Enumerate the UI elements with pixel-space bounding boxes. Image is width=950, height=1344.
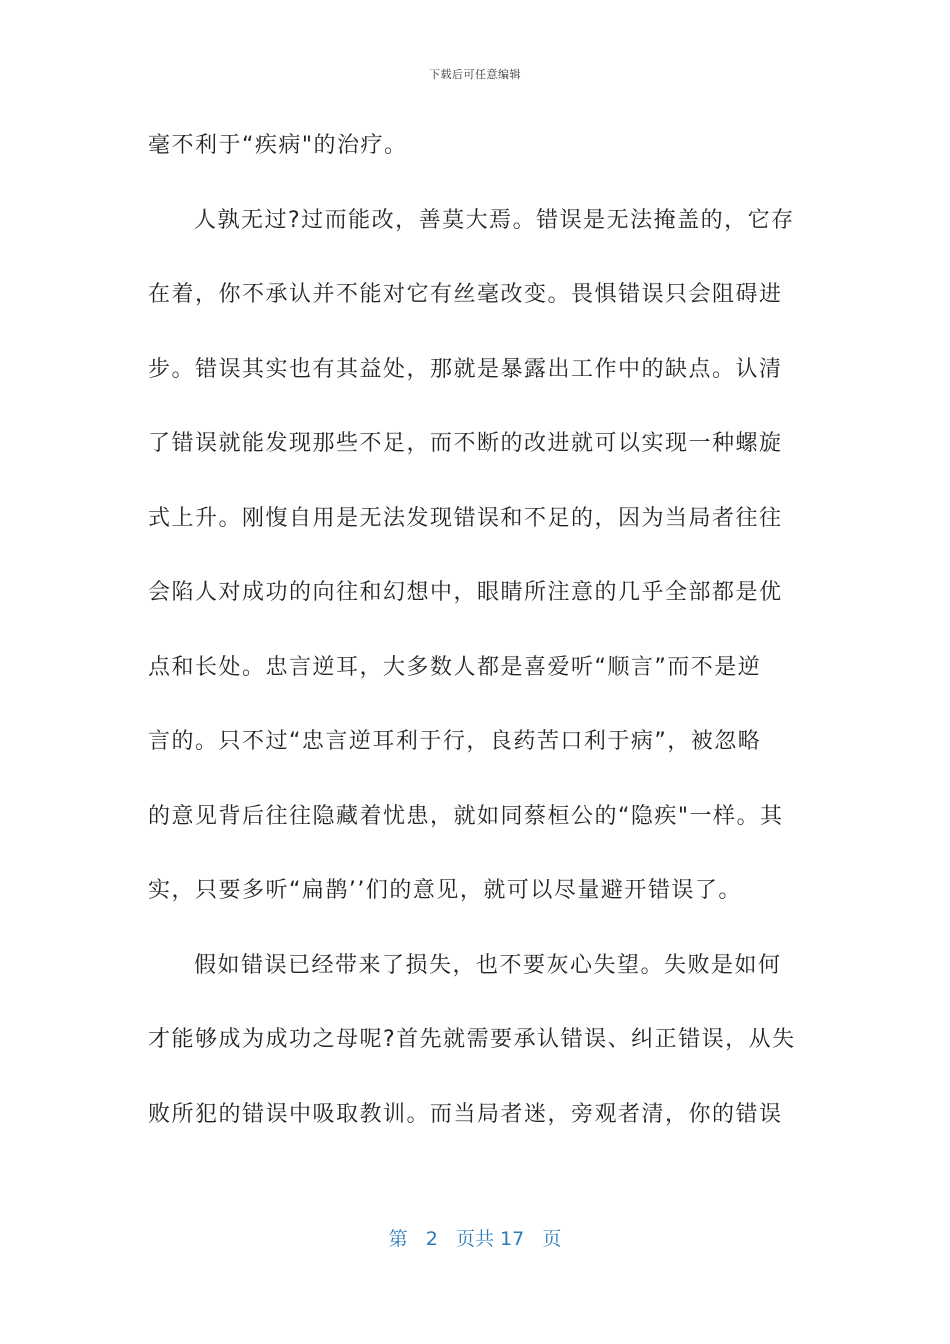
document-body: [148, 116, 803, 1159]
text-line: 会陷人对成功的向往和幻想中，眼睛所注意的几乎全部都是优: [148, 580, 783, 605]
text-line: 式上升。刚愎自用是无法发现错误和不足的，因为当局者往往: [148, 505, 783, 531]
header-note: 下载后可任意编辑: [429, 68, 521, 81]
text-line: 人孰无过?过而能改，善莫大焉。错误是无法掩盖的，它存: [194, 207, 795, 233]
text-line: 在着，你不承认并不能对它有丝毫改变。畏惧错误只会阻碍进: [148, 282, 783, 307]
text-line: 步。错误其实也有其益处，那就是暴露出工作中的缺点。认清: [148, 356, 783, 382]
page-footer: [0, 1224, 950, 1251]
text-line: 败所犯的错误中吸取教训。而当局者迷，旁观者清，你的错误: [148, 1101, 783, 1127]
text-line: 实，只要多听“扁鹊’’们的意见，就可以尽量避开错误了。: [148, 878, 742, 903]
footer-current-page: 2: [425, 1228, 438, 1250]
text-line: 了错误就能发现那些不足，而不断的改进就可以实现一种螺旋: [148, 431, 783, 456]
text-line: 才能够成为成功之母呢?首先就需要承认错误、纠正错误，从失: [148, 1027, 796, 1052]
text-line: 毫不利于“疾病"的治疗。: [148, 133, 408, 158]
text-line: 假如错误已经带来了损失，也不要灰心失望。失败是如何: [194, 952, 782, 978]
footer-label-page: 第: [388, 1228, 408, 1250]
footer-label-suffix: 页: [542, 1228, 562, 1250]
text-line: 的意见背后往往隐藏着忧患，就如同蔡桓公的“隐疾"一样。其: [148, 803, 784, 829]
footer-label-of: 页共: [455, 1228, 494, 1250]
text-line: 言的。只不过“忠言逆耳利于行，良药苦口利于病”，被忽略: [148, 729, 762, 754]
text-line: 点和长处。忠言逆耳，大多数人都是喜爱听“顺言”而不是逆: [148, 654, 762, 680]
footer-total-pages: 17: [500, 1228, 525, 1250]
